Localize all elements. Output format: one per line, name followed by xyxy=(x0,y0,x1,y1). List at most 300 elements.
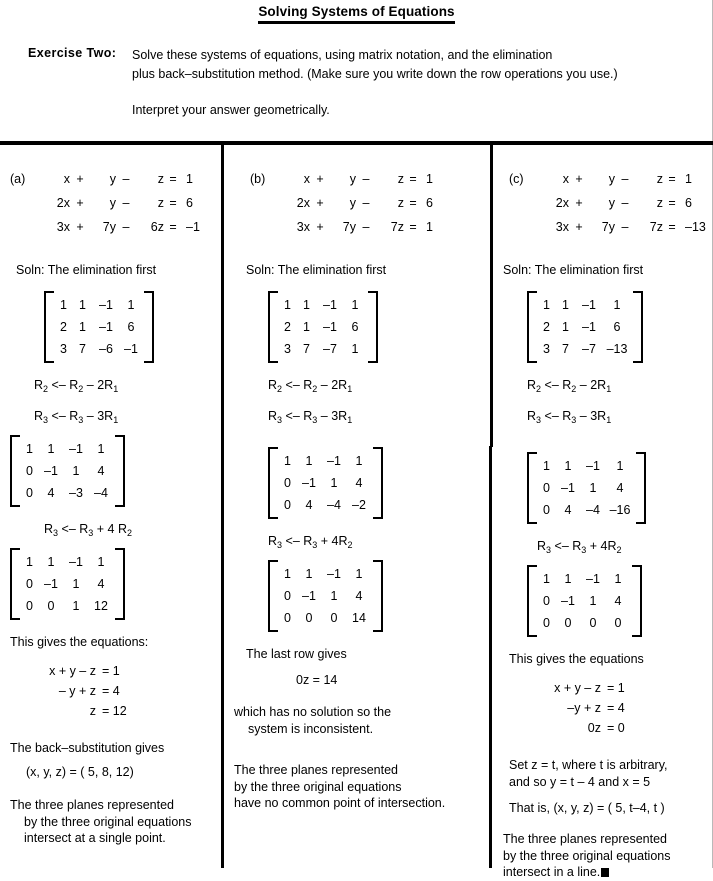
equation-row xyxy=(250,172,490,196)
conclusion-b xyxy=(224,762,490,812)
eq-rhs: 1 xyxy=(186,172,193,186)
eq-rhs: 6 xyxy=(426,196,433,210)
eq-x-term: 3x xyxy=(56,220,70,234)
matrix-cell: 1 xyxy=(284,298,291,312)
eq-z-term: 6z xyxy=(150,220,164,234)
back-eq-rhs: = 12 xyxy=(102,704,127,718)
matrix-cell: 4 xyxy=(355,476,363,490)
matrix-3-wrap-c xyxy=(493,551,713,637)
back-eq-rhs: = 4 xyxy=(102,684,120,698)
matrix-cell: 0 xyxy=(330,611,338,625)
matrix-cell: 1 xyxy=(72,599,80,613)
matrix-cell: 1 xyxy=(330,476,338,490)
augmented-matrix-3-a xyxy=(10,548,125,620)
matrix-cell: 0 xyxy=(26,464,33,478)
matrix-cell: –4 xyxy=(94,486,108,500)
exercise-label: Exercise Two: xyxy=(28,46,117,60)
matrix-cell: 1 xyxy=(72,577,80,591)
column-tag-a: (a) xyxy=(10,172,26,186)
matrix-cell: 1 xyxy=(613,298,621,312)
eq-op-2: – xyxy=(621,196,629,210)
equation-row xyxy=(250,220,490,244)
matrix-cell: 0 xyxy=(564,616,572,630)
matrix-cell: –1 xyxy=(561,481,575,495)
page-title-wrap xyxy=(0,3,713,24)
matrix-cell: –1 xyxy=(582,298,596,312)
matrix-cell: 1 xyxy=(303,298,310,312)
eq-x-term: 2x xyxy=(56,196,70,210)
matrix-row xyxy=(538,612,631,634)
matrix-row xyxy=(538,590,631,612)
back-eq-rhs: = 0 xyxy=(607,721,625,735)
eq-equals: = xyxy=(169,172,177,186)
matrix-cell: 1 xyxy=(330,589,338,603)
matrix-row xyxy=(21,482,114,504)
matrix-row xyxy=(279,472,372,494)
matrix-cell: 6 xyxy=(613,320,621,334)
eq-y-term: y xyxy=(349,196,356,210)
back-eq-lhs: x + y – z xyxy=(554,681,601,695)
matrix-2-wrap-a xyxy=(0,421,221,507)
backsub-label-a: The back–substitution gives xyxy=(10,741,165,755)
back-eq-lhs: –y + z xyxy=(567,701,601,715)
matrix-row xyxy=(538,477,635,499)
eq-rhs: –1 xyxy=(186,220,200,234)
matrix-cell: –1 xyxy=(69,442,83,456)
eq-op-1: + xyxy=(316,220,324,234)
matrix-row xyxy=(538,294,632,316)
matrix-cell: 4 xyxy=(97,464,105,478)
matrix-cell: 0 xyxy=(284,476,291,490)
matrix-row xyxy=(538,568,631,590)
matrix-cell: 3 xyxy=(284,342,291,356)
eq-op-1: + xyxy=(575,220,583,234)
eq-y-term: 7y xyxy=(601,220,615,234)
matrix-row xyxy=(21,438,114,460)
back-eq-lhs: x + y – z xyxy=(49,664,96,678)
matrix-cell: 1 xyxy=(79,320,86,334)
matrix-row xyxy=(538,455,635,477)
eq-y-term: 7y xyxy=(102,220,116,234)
matrix-cell: 1 xyxy=(284,454,291,468)
augmented-matrix-2-b xyxy=(268,447,383,519)
matrix-cell: –16 xyxy=(609,503,631,517)
matrix-cell: –1 xyxy=(99,320,113,334)
matrix-cell: 1 xyxy=(351,342,359,356)
matrix-cell: 4 xyxy=(564,503,572,517)
page-title: Solving Systems of Equations xyxy=(258,4,454,24)
solution-column-b xyxy=(224,150,490,812)
header-divider-rule xyxy=(0,141,713,145)
matrix-cell: –7 xyxy=(582,342,596,356)
param-line-1: Set z = t, where t is arbitrary, xyxy=(509,758,668,772)
matrix-cell: –1 xyxy=(302,476,316,490)
back-eq-row xyxy=(10,704,221,724)
matrix-row xyxy=(279,585,372,607)
matrix-3-wrap-a xyxy=(0,534,221,620)
matrix-row xyxy=(279,316,367,338)
eq-equals: = xyxy=(169,196,177,210)
matrix-cell: 1 xyxy=(543,459,550,473)
gives-label-a: This gives the equations: xyxy=(10,635,149,649)
matrix-cell: 14 xyxy=(352,611,366,625)
back-eq-row xyxy=(10,664,221,684)
conclusion-line-1: The three planes represented xyxy=(503,832,667,846)
row-operation-3-b: $R_3 <- R_3 + 4R_2$ xyxy=(268,534,353,550)
eq-z-term: z xyxy=(656,172,663,186)
conclusion-c xyxy=(493,831,713,881)
matrix-cell: 0 xyxy=(543,616,550,630)
matrix-2-wrap-b xyxy=(224,433,490,519)
matrix-cell: 1 xyxy=(97,555,105,569)
matrix-cell: –6 xyxy=(99,342,113,356)
augmented-matrix-1-c xyxy=(527,291,643,363)
matrix-cell: 1 xyxy=(305,567,313,581)
matrix-cell: 1 xyxy=(72,464,80,478)
eq-z-term: z xyxy=(397,172,404,186)
eq-y-term: 7y xyxy=(342,220,356,234)
eq-equals: = xyxy=(409,172,417,186)
matrix-cell: –1 xyxy=(561,594,575,608)
equation-row xyxy=(10,172,221,196)
matrix-cell: 0 xyxy=(26,486,33,500)
matrix-cell: –4 xyxy=(327,498,341,512)
matrix-cell: –4 xyxy=(586,503,600,517)
matrix-cell: –13 xyxy=(606,342,628,356)
eq-op-2: – xyxy=(122,220,130,234)
matrix-cell: –1 xyxy=(582,320,596,334)
matrix-cell: –1 xyxy=(327,567,341,581)
back-eq-row xyxy=(515,721,713,741)
eq-op-1: + xyxy=(76,220,84,234)
matrix-cell: 1 xyxy=(284,567,291,581)
row-operation-3-c: $R_3 <- R_3 + 4R_2$ xyxy=(537,539,622,555)
back-eq-rhs: = 4 xyxy=(607,701,625,715)
solution-column-c xyxy=(493,150,713,881)
matrix-row xyxy=(21,460,114,482)
matrix-cell: –1 xyxy=(302,589,316,603)
matrix-cell: 0 xyxy=(589,616,597,630)
exercise-line-3: Interpret your answer geometrically. xyxy=(132,103,330,117)
eq-op-1: + xyxy=(76,196,84,210)
conclusion-line-1: The three planes represented xyxy=(234,763,398,777)
eq-rhs: –13 xyxy=(685,220,706,234)
eq-op-2: – xyxy=(362,196,370,210)
matrix-cell: 1 xyxy=(543,298,550,312)
eq-y-term: y xyxy=(608,172,615,186)
matrix-cell: 0 xyxy=(26,577,33,591)
matrix-cell: 7 xyxy=(79,342,86,356)
column-tag-c: (c) xyxy=(509,172,524,186)
eq-x-term: x xyxy=(303,172,310,186)
gives-label-c: This gives the equations xyxy=(509,652,644,666)
matrix-row xyxy=(538,338,632,360)
matrix-1-wrap-a xyxy=(0,277,221,363)
that-is-line-c: That is, (x, y, z) = ( 5, t–4, t ) xyxy=(509,801,665,815)
conclusion-line-1: The three planes represented xyxy=(10,798,174,812)
eq-op-1: + xyxy=(575,172,583,186)
conclusion-a xyxy=(0,797,221,847)
matrix-row xyxy=(279,450,372,472)
matrix-cell: 0 xyxy=(614,616,622,630)
eq-op-1: + xyxy=(76,172,84,186)
conclusion-line-2: by the three original equations xyxy=(503,848,671,863)
exercise-block xyxy=(28,46,688,117)
matrix-cell: 0 xyxy=(284,589,291,603)
back-substitution-equations-a xyxy=(0,664,221,724)
no-solution-line-1: which has no solution so the xyxy=(234,705,392,719)
eq-op-1: + xyxy=(316,172,324,186)
eq-op-1: + xyxy=(575,196,583,210)
system-of-equations-b xyxy=(224,172,490,244)
matrix-cell: 4 xyxy=(47,486,55,500)
augmented-matrix-2-a xyxy=(10,435,125,507)
matrix-cell: 6 xyxy=(127,320,135,334)
augmented-matrix-2-c xyxy=(527,452,646,524)
back-eq-lhs: z xyxy=(89,704,96,718)
matrix-2-wrap-c xyxy=(493,438,713,524)
qed-marker-icon xyxy=(601,868,609,877)
matrix-row xyxy=(279,563,372,585)
augmented-matrix-3-b xyxy=(268,560,383,632)
matrix-cell: 1 xyxy=(303,320,310,334)
matrix-cell: –1 xyxy=(99,298,113,312)
row-operation-1-b: $R_2 <- R_2 - 2R_1$ xyxy=(268,378,353,394)
matrix-cell: –7 xyxy=(323,342,337,356)
matrix-cell: 4 xyxy=(355,589,363,603)
back-eq-row xyxy=(515,701,713,721)
matrix-row xyxy=(21,573,114,595)
eq-z-term: z xyxy=(656,196,663,210)
matrix-cell: 0 xyxy=(305,611,313,625)
matrix-cell: 1 xyxy=(79,298,86,312)
matrix-row xyxy=(538,499,635,521)
equation-row xyxy=(509,172,713,196)
eq-op-2: – xyxy=(362,220,370,234)
eq-y-term: y xyxy=(349,172,356,186)
eq-x-term: 2x xyxy=(296,196,310,210)
row-operation-1-c: $R_2 <- R_2 - 2R_1$ xyxy=(527,378,612,394)
back-eq-lhs: – y + z xyxy=(58,684,96,698)
eq-x-term: 2x xyxy=(555,196,569,210)
system-of-equations-a xyxy=(0,172,221,244)
matrix-cell: 1 xyxy=(543,572,550,586)
equation-row xyxy=(509,220,713,244)
lastrow-label-b: The last row gives xyxy=(246,647,347,661)
lastrow-equation-b: 0z = 14 xyxy=(296,673,338,687)
row-operation-3-a: $R_3 <- R_3 + 4$ $R_2$ xyxy=(44,522,133,538)
conclusion-line-3: have no common point of intersection. xyxy=(234,796,446,810)
matrix-cell: –1 xyxy=(323,298,337,312)
matrix-cell: –3 xyxy=(69,486,83,500)
matrix-cell: 0 xyxy=(284,498,291,512)
eq-equals: = xyxy=(668,172,676,186)
soln-label-c: Soln: The elimination first xyxy=(503,263,644,277)
matrix-cell: 1 xyxy=(47,442,55,456)
matrix-cell: 2 xyxy=(284,320,291,334)
matrix-cell: –1 xyxy=(124,342,138,356)
matrix-row xyxy=(279,494,372,516)
equation-row xyxy=(509,196,713,220)
matrix-cell: 7 xyxy=(562,342,569,356)
matrix-cell: –2 xyxy=(352,498,366,512)
matrix-3-wrap-b xyxy=(224,546,490,632)
matrix-cell: –1 xyxy=(44,464,58,478)
parametric-solution-c xyxy=(493,757,713,790)
eq-rhs: 1 xyxy=(426,220,433,234)
row-operation-2-c: $R_3 <- R_3 - 3R_1$ xyxy=(527,409,612,425)
equation-row xyxy=(10,196,221,220)
augmented-matrix-3-c xyxy=(527,565,642,637)
eq-equals: = xyxy=(409,196,417,210)
eq-y-term: y xyxy=(109,172,116,186)
matrix-row xyxy=(55,338,143,360)
matrix-cell: –1 xyxy=(586,572,600,586)
matrix-cell: 0 xyxy=(47,599,55,613)
matrix-cell: 0 xyxy=(26,599,33,613)
matrix-cell: –1 xyxy=(69,555,83,569)
matrix-cell: 3 xyxy=(60,342,67,356)
matrix-cell: 0 xyxy=(284,611,291,625)
exercise-line-2: plus back–substitution method. (Make sure you write down the row operations you use.) xyxy=(132,67,618,81)
no-solution-b xyxy=(224,704,490,737)
conclusion-line-2: by the three original equations xyxy=(24,814,192,829)
eq-op-2: – xyxy=(362,172,370,186)
matrix-cell: 1 xyxy=(355,454,363,468)
matrix-cell: 0 xyxy=(543,594,550,608)
matrix-cell: 2 xyxy=(60,320,67,334)
back-eq-rhs: = 1 xyxy=(102,664,120,678)
matrix-row xyxy=(279,607,372,629)
matrix-1-wrap-c xyxy=(493,277,713,363)
matrix-cell: 1 xyxy=(564,572,572,586)
back-eq-rhs: = 1 xyxy=(607,681,625,695)
matrix-row xyxy=(279,294,367,316)
matrix-cell: 1 xyxy=(60,298,67,312)
conclusion-line-3: intersect in a line. xyxy=(503,865,601,879)
eq-x-term: 3x xyxy=(296,220,310,234)
row-operation-2-a: $R_3 <- R_3 - 3R_1$ xyxy=(34,409,119,425)
exercise-line-1: Solve these systems of equations, using matrix notation, and the elimination xyxy=(132,48,553,62)
eq-equals: = xyxy=(409,220,417,234)
matrix-cell: 4 xyxy=(614,594,622,608)
eq-z-term: z xyxy=(157,196,164,210)
matrix-cell: 7 xyxy=(303,342,310,356)
matrix-row xyxy=(21,595,114,617)
row-operation-1-a: $R_2 <- R_2 - 2R_1$ xyxy=(34,378,119,394)
eq-op-2: – xyxy=(621,220,629,234)
matrix-cell: 1 xyxy=(97,442,105,456)
eq-y-term: y xyxy=(109,196,116,210)
matrix-cell: 1 xyxy=(589,594,597,608)
augmented-matrix-1-b xyxy=(268,291,378,363)
soln-label-b: Soln: The elimination first xyxy=(246,263,387,277)
matrix-cell: 1 xyxy=(562,298,569,312)
back-eq-row xyxy=(515,681,713,701)
eq-x-term: x xyxy=(63,172,70,186)
matrix-cell: –1 xyxy=(586,459,600,473)
matrix-row xyxy=(55,294,143,316)
eq-z-term: z xyxy=(397,196,404,210)
system-of-equations-c xyxy=(493,172,713,244)
matrix-row xyxy=(21,551,114,573)
matrix-cell: –1 xyxy=(327,454,341,468)
matrix-cell: 4 xyxy=(616,481,624,495)
exercise-body xyxy=(132,46,692,84)
row-operation-2-b: $R_3 <- R_3 - 3R_1$ xyxy=(268,409,353,425)
matrix-cell: 2 xyxy=(543,320,550,334)
matrix-cell: 0 xyxy=(543,481,550,495)
back-eq-lhs: 0z xyxy=(587,721,601,735)
eq-z-term: 7z xyxy=(649,220,663,234)
eq-rhs: 1 xyxy=(685,172,692,186)
matrix-cell: –1 xyxy=(44,577,58,591)
solution-column-a xyxy=(0,150,221,847)
matrix-cell: 3 xyxy=(543,342,550,356)
matrix-cell: 1 xyxy=(127,298,135,312)
conclusion-line-3: intersect at a single point. xyxy=(24,831,166,845)
eq-rhs: 6 xyxy=(186,196,193,210)
param-line-2: and so y = t – 4 and x = 5 xyxy=(509,774,651,789)
matrix-cell: 4 xyxy=(305,498,313,512)
matrix-cell: 4 xyxy=(97,577,105,591)
no-solution-line-2: system is inconsistent. xyxy=(248,721,374,736)
conclusion-line-3-wrap xyxy=(503,864,713,881)
matrix-cell: 1 xyxy=(355,567,363,581)
matrix-cell: 1 xyxy=(616,459,624,473)
eq-z-term: 7z xyxy=(390,220,404,234)
matrix-row xyxy=(279,338,367,360)
equation-row xyxy=(10,220,221,244)
column-tag-b: (b) xyxy=(250,172,266,186)
conclusion-line-2: by the three original equations xyxy=(234,779,402,794)
matrix-cell: 1 xyxy=(564,459,572,473)
eq-op-2: – xyxy=(122,196,130,210)
matrix-cell: 1 xyxy=(26,442,33,456)
matrix-cell: 1 xyxy=(305,454,313,468)
eq-equals: = xyxy=(668,196,676,210)
soln-label-a: Soln: The elimination first xyxy=(16,263,157,277)
eq-rhs: 1 xyxy=(426,172,433,186)
matrix-cell: 1 xyxy=(47,555,55,569)
eq-op-2: – xyxy=(621,172,629,186)
back-eq-row xyxy=(10,684,221,704)
solution-triple-a: (x, y, z) = ( 5, 8, 12) xyxy=(26,765,134,779)
back-substitution-equations-c xyxy=(493,681,713,741)
eq-y-term: y xyxy=(608,196,615,210)
eq-op-2: – xyxy=(122,172,130,186)
matrix-cell: 1 xyxy=(589,481,597,495)
eq-x-term: x xyxy=(562,172,569,186)
augmented-matrix-1-a xyxy=(44,291,154,363)
eq-equals: = xyxy=(169,220,177,234)
eq-equals: = xyxy=(668,220,676,234)
matrix-cell: 12 xyxy=(94,599,108,613)
matrix-cell: 1 xyxy=(26,555,33,569)
matrix-cell: 1 xyxy=(351,298,359,312)
equation-row xyxy=(250,196,490,220)
eq-z-term: z xyxy=(157,172,164,186)
matrix-row xyxy=(538,316,632,338)
eq-x-term: 3x xyxy=(555,220,569,234)
matrix-1-wrap-b xyxy=(224,277,490,363)
matrix-cell: 6 xyxy=(351,320,359,334)
matrix-cell: –1 xyxy=(323,320,337,334)
eq-op-1: + xyxy=(316,196,324,210)
eq-rhs: 6 xyxy=(685,196,692,210)
matrix-cell: 1 xyxy=(614,572,622,586)
matrix-row xyxy=(55,316,143,338)
